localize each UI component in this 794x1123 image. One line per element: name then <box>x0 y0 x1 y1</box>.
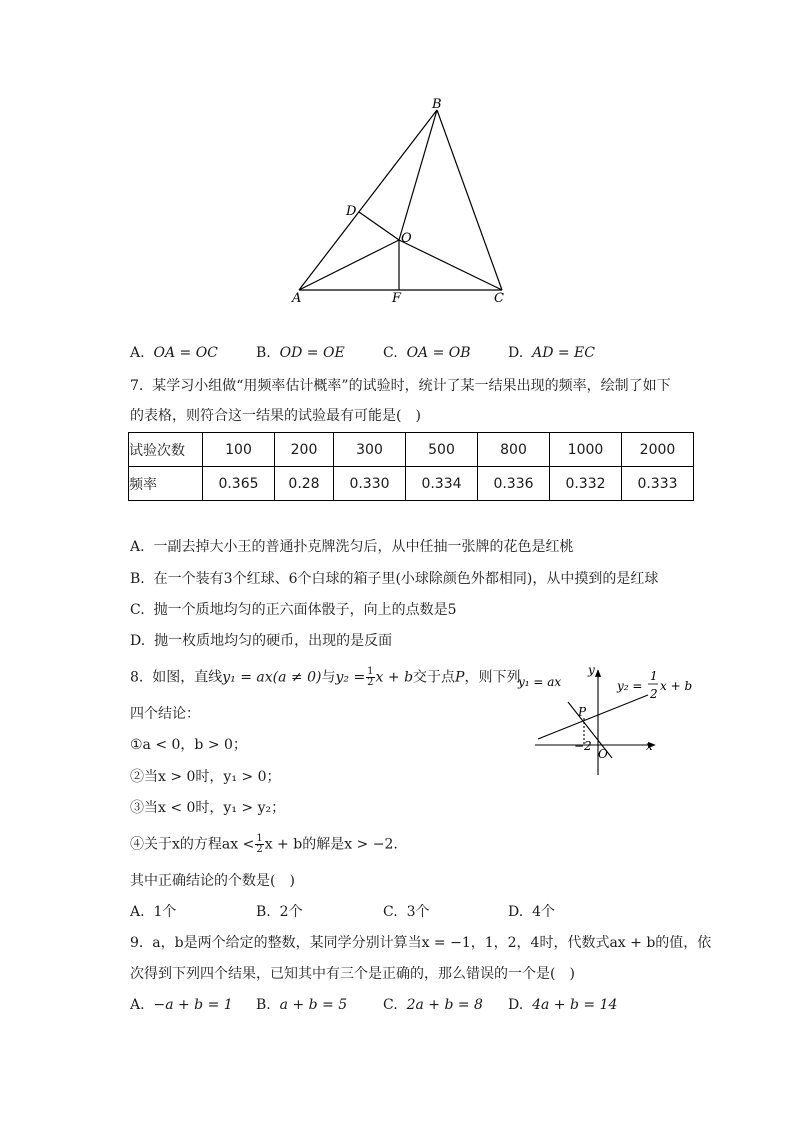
option-letter: D. <box>508 904 524 920</box>
q7-option-d[interactable] <box>130 631 392 651</box>
conclusion-text: ②当x > 0时，y₁ > 0； <box>130 769 281 785</box>
question-text: 的表格，则符合这一结果的试验最有可能是( ) <box>130 408 421 424</box>
option-text: 在一个装有3个红球、6个白球的箱子里(小球除颜色外都相同)，从中摸到的是红球 <box>153 571 659 587</box>
table-header: 频率 <box>129 467 203 501</box>
q8-option-d[interactable] <box>508 902 555 922</box>
option-text: OA = OB <box>406 345 471 361</box>
question-text: 次得到下列四个结果，已知其中有三个是正确的，那么错误的一个是( ) <box>130 966 575 982</box>
question-text: 交于点 <box>413 669 456 686</box>
segment-AO <box>299 240 399 290</box>
label-minus2: −2 <box>574 739 592 753</box>
q7-option-b[interactable] <box>130 569 658 589</box>
option-text: 抛一枚质地均匀的硬币，出现的是反面 <box>154 633 393 649</box>
label-y2-frac-num: 1 <box>650 669 658 683</box>
option-letter: A. <box>130 345 145 361</box>
option-text: 1个 <box>153 904 177 920</box>
conclusion-text: ①a < 0，b > 0； <box>130 737 247 753</box>
option-letter: A. <box>130 997 145 1013</box>
table-cell: 200 <box>275 433 334 467</box>
option-text: a + b = 5 <box>279 997 348 1013</box>
fraction-numerator: 1 <box>256 833 263 844</box>
segment-BO <box>399 110 437 240</box>
label-B: B <box>432 97 442 112</box>
conclusion-text: ③当x < 0时，y₁ > y₂； <box>130 800 286 816</box>
option-letter: B. <box>130 571 145 587</box>
option-letter: A. <box>130 904 145 920</box>
question-text: 如图，直线 <box>152 669 223 686</box>
frequency-table <box>128 432 694 501</box>
option-text: 2a + b = 8 <box>406 997 483 1013</box>
table-row <box>129 433 694 467</box>
label-x-axis: x <box>646 739 653 753</box>
option-letter: D. <box>508 997 524 1013</box>
q7-stem-line2 <box>130 406 421 426</box>
table-cell: 0.333 <box>622 467 694 501</box>
q7-option-a[interactable] <box>130 537 573 557</box>
label-F: F <box>392 291 402 306</box>
label-A: A <box>292 291 302 306</box>
fraction-denominator: 2 <box>256 844 263 855</box>
option-text: 一副去掉大小王的普通扑克牌洗匀后，从中任抽一张牌的花色是红桃 <box>153 539 574 555</box>
fraction-denominator: 2 <box>367 677 374 688</box>
q6-option-a[interactable] <box>130 343 218 363</box>
option-letter: C. <box>130 602 145 618</box>
math-expr: P <box>455 669 465 686</box>
table-cell: 2000 <box>622 433 694 467</box>
segment-DO <box>359 212 399 240</box>
q8-stem-line1 <box>130 667 520 688</box>
label-C: C <box>494 291 504 306</box>
q8-conclusion-2 <box>130 767 281 787</box>
option-text: 4个 <box>532 904 556 920</box>
triangle-figure <box>280 92 520 307</box>
fraction <box>255 834 263 855</box>
q6-option-d[interactable] <box>508 343 595 363</box>
question-text: a，b是两个给定的整数，某同学分别计算当x = −1，1，2，4时，代数式ax + b的值，依 <box>152 935 712 951</box>
option-letter: A. <box>130 539 145 555</box>
question-text: ，则下列 <box>464 669 521 686</box>
question-number: 9. <box>130 935 144 951</box>
q7-option-c[interactable] <box>130 600 456 620</box>
table-cell: 0.332 <box>550 467 622 501</box>
q8-stem-line2 <box>130 704 200 724</box>
q8-option-a[interactable] <box>130 902 176 922</box>
option-text: 3个 <box>406 904 430 920</box>
question-number: 7. <box>130 378 144 394</box>
table-header: 试验次数 <box>129 433 203 467</box>
q8-conclusion-1 <box>130 735 247 755</box>
option-letter: C. <box>383 997 398 1013</box>
question-text: 某学习小组做“用频率估计概率”的试验时，统计了某一结果出现的频率，绘制了如下 <box>152 378 671 394</box>
q9-stem-line1 <box>130 933 711 953</box>
q9-option-c[interactable] <box>383 995 483 1015</box>
q8-conclusion-3 <box>130 798 285 818</box>
table-cell: 500 <box>406 433 478 467</box>
option-text: AD = EC <box>532 345 595 361</box>
option-letter: D. <box>508 345 524 361</box>
table-cell: 0.330 <box>334 467 406 501</box>
label-y2-frac-den: 2 <box>650 687 658 701</box>
label-y2: y₂ = <box>617 679 643 693</box>
option-text: 抛一个质地均匀的正六面体骰子，向上的点数是5 <box>153 602 457 618</box>
conclusion-text: x + b的解是x > −2. <box>264 836 398 853</box>
option-letter: B. <box>256 345 271 361</box>
table-cell: 100 <box>203 433 275 467</box>
table-cell: 300 <box>334 433 406 467</box>
q7-stem-line1 <box>130 376 671 396</box>
label-y-axis: y <box>588 663 595 677</box>
question-text: 其中正确结论的个数是( ) <box>130 873 295 889</box>
fraction-numerator: 1 <box>367 666 374 677</box>
line-y2 <box>538 695 648 739</box>
math-expr: x + b <box>375 669 414 686</box>
option-text: OD = OE <box>279 345 345 361</box>
math-expr: y₁ = ax(a ≠ 0) <box>222 669 322 686</box>
q9-stem-line2 <box>130 964 575 984</box>
option-letter: C. <box>383 904 398 920</box>
option-letter: C. <box>383 345 398 361</box>
table-cell: 0.28 <box>275 467 334 501</box>
label-O: O <box>401 231 412 246</box>
conclusion-text: ④关于x的方程ax < <box>130 836 255 853</box>
q8-option-c[interactable] <box>383 902 430 922</box>
q8-question <box>130 871 295 891</box>
option-text: 2个 <box>279 904 303 920</box>
option-letter: B. <box>256 904 271 920</box>
table-row <box>129 467 694 501</box>
table-cell: 0.334 <box>406 467 478 501</box>
option-letter: B. <box>256 997 271 1013</box>
fraction <box>366 667 374 688</box>
q9-option-b[interactable] <box>256 995 347 1015</box>
question-text: 与 <box>321 669 336 686</box>
label-y2-tail: x + b <box>660 679 693 693</box>
label-O: O <box>598 747 608 761</box>
q8-option-b[interactable] <box>256 902 303 922</box>
option-text: −a + b = 1 <box>153 997 233 1013</box>
question-number: 8. <box>130 669 144 686</box>
side-AB <box>299 110 437 290</box>
q6-option-b[interactable] <box>256 343 345 363</box>
option-text: OA = OC <box>153 345 218 361</box>
option-text: 4a + b = 14 <box>532 997 618 1013</box>
math-expr: y₂ = <box>335 669 366 686</box>
label-y1: y₁ = ax <box>518 675 562 689</box>
question-text: 四个结论： <box>130 706 200 722</box>
table-cell: 1000 <box>550 433 622 467</box>
table-cell: 800 <box>478 433 550 467</box>
q9-option-d[interactable] <box>508 995 617 1015</box>
q8-line-graph <box>512 662 702 782</box>
label-P: P <box>578 705 587 719</box>
q8-conclusion-4 <box>130 834 398 855</box>
label-D: D <box>346 204 357 219</box>
option-letter: D. <box>130 633 146 649</box>
table-cell: 0.336 <box>478 467 550 501</box>
q9-option-a[interactable] <box>130 995 233 1015</box>
q6-option-c[interactable] <box>383 343 471 363</box>
table-cell: 0.365 <box>203 467 275 501</box>
